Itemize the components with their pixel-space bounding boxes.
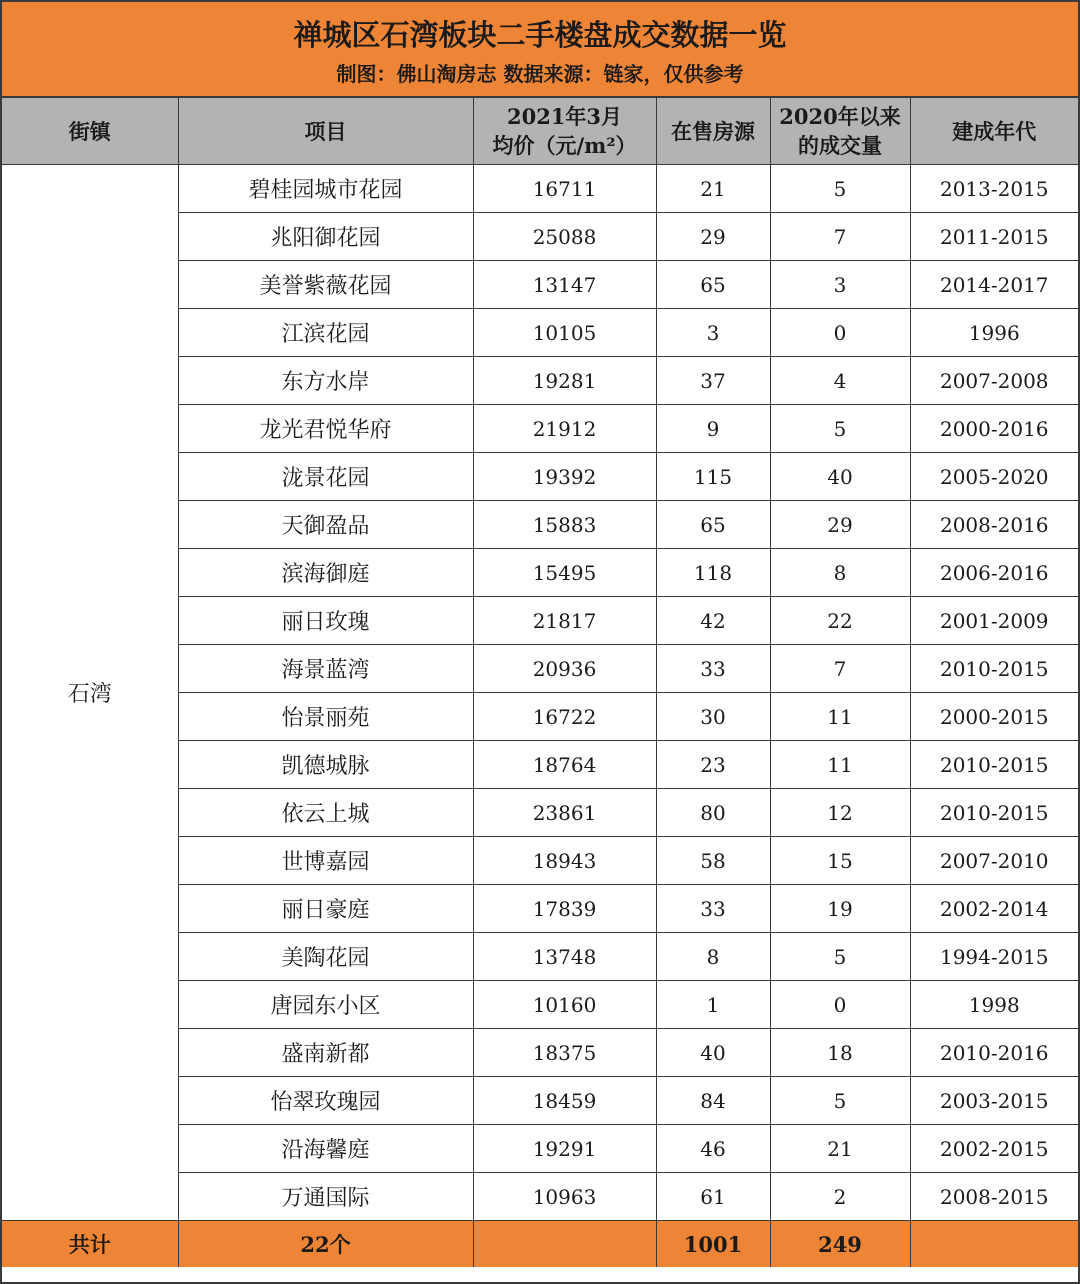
cell-listings: 84 [656, 1077, 770, 1125]
cell-built: 2001-2009 [910, 597, 1078, 645]
cell-listings: 33 [656, 645, 770, 693]
cell-built: 1998 [910, 981, 1078, 1029]
col-header-town: 街镇 [2, 98, 178, 165]
cell-project: 海景蓝湾 [178, 645, 473, 693]
cell-project: 美陶花园 [178, 933, 473, 981]
cell-project: 碧桂园城市花园 [178, 165, 473, 213]
cell-project: 依云上城 [178, 789, 473, 837]
cell-listings: 37 [656, 357, 770, 405]
cell-listings: 29 [656, 213, 770, 261]
cell-listings: 3 [656, 309, 770, 357]
cell-project: 怡翠玫瑰园 [178, 1077, 473, 1125]
cell-price: 23861 [473, 789, 656, 837]
cell-price: 19291 [473, 1125, 656, 1173]
cell-built: 2013-2015 [910, 165, 1078, 213]
cell-price: 15495 [473, 549, 656, 597]
cell-listings: 40 [656, 1029, 770, 1077]
cell-listings: 46 [656, 1125, 770, 1173]
cell-price: 19281 [473, 357, 656, 405]
col-header-built: 建成年代 [910, 98, 1078, 165]
cell-project: 世博嘉园 [178, 837, 473, 885]
cell-price: 20936 [473, 645, 656, 693]
cell-deals: 5 [770, 165, 910, 213]
cell-project: 龙光君悦华府 [178, 405, 473, 453]
cell-deals: 11 [770, 741, 910, 789]
cell-project: 丽日豪庭 [178, 885, 473, 933]
col-header-deals [770, 98, 910, 165]
cell-project: 万通国际 [178, 1173, 473, 1221]
cell-deals: 21 [770, 1125, 910, 1173]
cell-built: 2002-2014 [910, 885, 1078, 933]
cell-built: 2000-2016 [910, 405, 1078, 453]
title-block [2, 2, 1078, 98]
cell-price: 17839 [473, 885, 656, 933]
cell-price: 13748 [473, 933, 656, 981]
cell-listings: 9 [656, 405, 770, 453]
cell-deals: 5 [770, 405, 910, 453]
cell-built: 2010-2015 [910, 645, 1078, 693]
cell-price: 19392 [473, 453, 656, 501]
cell-built: 1996 [910, 309, 1078, 357]
cell-listings: 1 [656, 981, 770, 1029]
cell-price: 21912 [473, 405, 656, 453]
cell-built: 2002-2015 [910, 1125, 1078, 1173]
cell-project: 凯德城脉 [178, 741, 473, 789]
cell-built: 2010-2015 [910, 789, 1078, 837]
cell-deals: 2 [770, 1173, 910, 1221]
cell-project: 东方水岸 [178, 357, 473, 405]
cell-price: 25088 [473, 213, 656, 261]
cell-built: 2007-2010 [910, 837, 1078, 885]
cell-price: 18943 [473, 837, 656, 885]
cell-deals: 5 [770, 933, 910, 981]
cell-deals: 7 [770, 213, 910, 261]
cell-project: 江滨花园 [178, 309, 473, 357]
data-table [2, 98, 1078, 1267]
cell-listings: 30 [656, 693, 770, 741]
table-body [2, 165, 1078, 1221]
page-title: 禅城区石湾板块二手楼盘成交数据一览 [293, 18, 787, 52]
cell-listings: 118 [656, 549, 770, 597]
total-listings: 1001 [656, 1221, 770, 1268]
col-header-price-line2: 均价（元/m²） [492, 133, 637, 158]
cell-deals: 0 [770, 981, 910, 1029]
cell-project: 唐园东小区 [178, 981, 473, 1029]
page-subtitle: 制图：佛山淘房志 数据来源：链家，仅供参考 [336, 62, 744, 86]
cell-built: 2010-2015 [910, 741, 1078, 789]
cell-price: 16722 [473, 693, 656, 741]
cell-price: 13147 [473, 261, 656, 309]
cell-built: 2010-2016 [910, 1029, 1078, 1077]
cell-price: 10963 [473, 1173, 656, 1221]
cell-project: 滨海御庭 [178, 549, 473, 597]
cell-listings: 115 [656, 453, 770, 501]
cell-listings: 8 [656, 933, 770, 981]
header-row [2, 98, 1078, 165]
total-label: 共计 [2, 1221, 178, 1268]
cell-deals: 3 [770, 261, 910, 309]
cell-listings: 58 [656, 837, 770, 885]
total-price [473, 1221, 656, 1268]
cell-project: 泷景花园 [178, 453, 473, 501]
cell-built: 2000-2015 [910, 693, 1078, 741]
cell-listings: 21 [656, 165, 770, 213]
cell-price: 21817 [473, 597, 656, 645]
cell-deals: 0 [770, 309, 910, 357]
cell-deals: 11 [770, 693, 910, 741]
cell-built: 2007-2008 [910, 357, 1078, 405]
cell-project: 丽日玫瑰 [178, 597, 473, 645]
cell-listings: 23 [656, 741, 770, 789]
total-built [910, 1221, 1078, 1268]
cell-deals: 19 [770, 885, 910, 933]
cell-listings: 65 [656, 501, 770, 549]
cell-deals: 5 [770, 1077, 910, 1125]
cell-built: 1994-2015 [910, 933, 1078, 981]
cell-built: 2005-2020 [910, 453, 1078, 501]
total-count: 22个 [178, 1221, 473, 1268]
cell-listings: 42 [656, 597, 770, 645]
col-header-project: 项目 [178, 98, 473, 165]
cell-deals: 15 [770, 837, 910, 885]
cell-built: 2011-2015 [910, 213, 1078, 261]
col-header-deals-line1: 2020年以来 [779, 104, 901, 129]
cell-deals: 8 [770, 549, 910, 597]
cell-built: 2008-2015 [910, 1173, 1078, 1221]
cell-built: 2003-2015 [910, 1077, 1078, 1125]
cell-listings: 65 [656, 261, 770, 309]
col-header-deals-line2: 的成交量 [798, 133, 882, 158]
cell-built: 2008-2016 [910, 501, 1078, 549]
cell-deals: 18 [770, 1029, 910, 1077]
cell-deals: 29 [770, 501, 910, 549]
cell-project: 兆阳御花园 [178, 213, 473, 261]
cell-deals: 22 [770, 597, 910, 645]
cell-listings: 80 [656, 789, 770, 837]
cell-deals: 4 [770, 357, 910, 405]
cell-price: 18764 [473, 741, 656, 789]
col-header-price [473, 98, 656, 165]
cell-price: 10105 [473, 309, 656, 357]
cell-price: 16711 [473, 165, 656, 213]
cell-listings: 33 [656, 885, 770, 933]
table-row [2, 165, 1078, 213]
cell-deals: 12 [770, 789, 910, 837]
cell-built: 2014-2017 [910, 261, 1078, 309]
cell-project: 天御盈品 [178, 501, 473, 549]
cell-project: 美誉紫薇花园 [178, 261, 473, 309]
total-deals: 249 [770, 1221, 910, 1268]
cell-project: 沿海馨庭 [178, 1125, 473, 1173]
cell-listings: 61 [656, 1173, 770, 1221]
cell-built: 2006-2016 [910, 549, 1078, 597]
cell-price: 10160 [473, 981, 656, 1029]
cell-price: 18375 [473, 1029, 656, 1077]
cell-deals: 40 [770, 453, 910, 501]
cell-deals: 7 [770, 645, 910, 693]
cell-price: 15883 [473, 501, 656, 549]
col-header-listings: 在售房源 [656, 98, 770, 165]
cell-project: 盛南新都 [178, 1029, 473, 1077]
col-header-price-line1: 2021年3月 [506, 104, 623, 129]
total-row [2, 1221, 1078, 1268]
cell-price: 18459 [473, 1077, 656, 1125]
cell-project: 怡景丽苑 [178, 693, 473, 741]
cell-town: 石湾 [2, 165, 178, 1221]
